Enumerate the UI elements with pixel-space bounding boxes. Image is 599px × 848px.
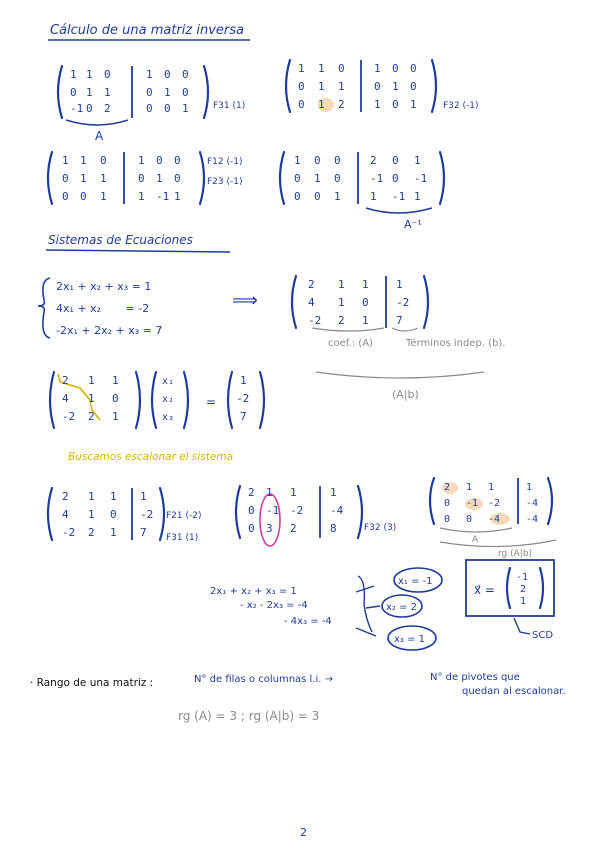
matrix-cell: 2: [308, 278, 315, 291]
matrix-cell: -1: [156, 190, 170, 203]
row-op: F23 (-1): [207, 177, 243, 187]
matrix-cell: 1: [526, 482, 533, 493]
matrix-cell: 0: [410, 62, 417, 75]
b-entry: 1: [240, 374, 247, 387]
matrix-cell: 1: [112, 410, 119, 423]
matrix-cell: 1: [80, 172, 87, 185]
matrix-cell: 0: [410, 80, 417, 93]
b-entry: 7: [240, 410, 247, 423]
matrix-cell: 1: [174, 190, 181, 203]
matrix-cell: -2: [290, 504, 304, 517]
matrix-cell: 1: [338, 278, 345, 291]
matrix-cell: 2: [104, 102, 111, 115]
matrix-cell: -2: [488, 498, 501, 509]
rank-label: rg (A|b): [498, 549, 533, 559]
matrix-cell: 0: [374, 80, 381, 93]
echelon-step3: [430, 478, 556, 559]
matrix-cell: 4: [62, 508, 69, 521]
matrix-cell: 1: [112, 374, 119, 387]
matrix-cell: 0: [248, 504, 255, 517]
matrix-cell: 7: [396, 314, 403, 327]
matrix-cell: 1: [110, 526, 117, 539]
equation-system: [38, 278, 162, 338]
matrix-cell: 1: [70, 68, 77, 81]
matrix-cell: -2: [62, 526, 76, 539]
matrix-cell: 0: [100, 154, 107, 167]
matrix-cell: 1: [104, 86, 111, 99]
matrix-cell: -4: [488, 514, 501, 525]
matrix-cell: 0: [334, 172, 341, 185]
matrix-cell: 1: [86, 68, 93, 81]
matrix-cell: 0: [138, 172, 145, 185]
matrix-cell: 1: [62, 154, 69, 167]
equation: 4x₁ + x₂ = -2: [56, 302, 150, 315]
matrix-cell: 1: [294, 154, 301, 167]
echelon-step2: [236, 486, 396, 546]
systems-underline: [46, 250, 230, 252]
matrix-cell: 0: [182, 86, 189, 99]
matrix-cell: 1: [396, 278, 403, 291]
solution-x3: x₃ = 1: [394, 634, 426, 645]
matrix-step2: [286, 60, 479, 112]
inverse-label: A⁻¹: [404, 218, 422, 231]
matrix-cell: 0: [164, 68, 171, 81]
matrix-cell: 1: [488, 482, 495, 493]
scd-label: SCD: [532, 630, 554, 641]
matrix-cell: -4: [526, 514, 539, 525]
matrix-cell: 1: [362, 314, 369, 327]
section-heading-escalonar: Buscamos escalonar el sistema: [68, 451, 234, 463]
matrix-cell: 1: [164, 86, 171, 99]
matrix-cell: -1: [392, 190, 406, 203]
matrix-cell: 1: [374, 98, 381, 111]
equation: 2x₁ + x₂ + x₃ = 1: [56, 280, 152, 293]
matrix-cell: 4: [308, 296, 315, 309]
row-op: F32 (3): [364, 523, 397, 533]
rank-title: · Rango de una matriz :: [30, 677, 154, 689]
matrix-cell: 1: [266, 486, 273, 499]
matrix-cell: 0: [392, 172, 399, 185]
row-op: F31 (1): [213, 101, 246, 111]
matrix-cell: 0: [362, 296, 369, 309]
matrix-cell: 0: [392, 62, 399, 75]
page-number: 2: [300, 826, 307, 839]
matrix-cell: 1: [338, 80, 345, 93]
matrix-cell: 0: [298, 98, 305, 111]
matrix-A-label: A: [95, 129, 104, 143]
matrix-cell: 0: [70, 86, 77, 99]
matrix-cell: -2: [308, 314, 322, 327]
matrix-cell: 1: [86, 86, 93, 99]
matrix-cell: 0: [314, 154, 321, 167]
rank-text: quedan al escalonar.: [462, 686, 566, 697]
matrix-cell: 0: [174, 154, 181, 167]
vector-label: x⃗ =: [474, 583, 495, 597]
matrix-cell: 1: [290, 486, 297, 499]
matrix-cell: 0: [146, 86, 153, 99]
matrix-cell: 0: [392, 154, 399, 167]
matrix-cell: 2: [62, 490, 69, 503]
matrix-cell: 1: [334, 190, 341, 203]
implies-arrow: ⟹: [232, 290, 258, 311]
matrix-cell: 0: [112, 392, 119, 405]
matrix-cell: 0: [110, 508, 117, 521]
row-op: F31 (1): [166, 533, 199, 543]
solution-x1: x₁ = -1: [398, 576, 433, 587]
equation: - x₂ - 2x₃ = -4: [240, 600, 308, 611]
augmented-matrix: [292, 276, 506, 401]
matrix-cell: 0: [174, 172, 181, 185]
matrix-cell: 1: [138, 190, 145, 203]
matrix-cell: -1: [266, 504, 280, 517]
matrix-cell: 1: [138, 154, 145, 167]
vector-entry: -1: [516, 572, 529, 583]
matrix-cell: 1: [314, 172, 321, 185]
matrix-cell: 0: [156, 154, 163, 167]
matrix-cell: 0: [62, 190, 69, 203]
matrix-cell: 1: [330, 486, 337, 499]
matrix-cell: -2: [62, 410, 76, 423]
var: x₂: [162, 394, 175, 405]
ab-label: (A|b): [392, 388, 419, 401]
matrix-cell: 1: [370, 190, 377, 203]
matrix-cell: 2: [88, 410, 95, 423]
matrix-cell: 1: [100, 190, 107, 203]
matrix-cell: 1: [466, 482, 473, 493]
var: x₃: [162, 412, 175, 423]
matrix-cell: 2: [338, 98, 345, 111]
matrix-cell: 0: [444, 498, 451, 509]
matrix-cell: 1: [318, 62, 325, 75]
matrix-cell: 0: [86, 102, 93, 115]
solution-x2: x₂ = 2: [386, 602, 418, 613]
matrix-cell: 2: [88, 526, 95, 539]
row-op: F32 (-1): [443, 101, 479, 111]
matrix-cell: -2: [140, 508, 154, 521]
equals-sign: =: [206, 395, 217, 409]
matrix-cell: 2: [290, 522, 297, 535]
page-title: Cálculo de una matriz inversa: [50, 23, 244, 38]
matrix-cell: 1: [100, 172, 107, 185]
under-A-label: A: [472, 535, 479, 545]
vector-entry: 2: [520, 584, 527, 595]
matrix-cell: 0: [294, 172, 301, 185]
matrix-step1: [58, 66, 245, 143]
matrix-cell: 1: [410, 98, 417, 111]
rank-result: rg (A) = 3 ; rg (A|b) = 3: [178, 709, 320, 723]
matrix-cell: 2: [444, 482, 451, 493]
matrix-cell: 1: [140, 490, 147, 503]
matrix-cell: 0: [314, 190, 321, 203]
equation: -2x₁ + 2x₂ + x₃ = 7: [56, 324, 163, 337]
matrix-cell: 7: [140, 526, 147, 539]
rank-text: N° de pivotes que: [430, 672, 520, 683]
equation: 2x₁ + x₂ + x₃ = 1: [210, 586, 297, 597]
matrix-cell: 1: [182, 102, 189, 115]
matrix-cell: 1: [318, 80, 325, 93]
matrix-cell: 1: [88, 374, 95, 387]
matrix-cell: 1: [414, 154, 421, 167]
matrix-cell: 4: [62, 392, 69, 405]
matrix-cell: 1: [362, 278, 369, 291]
matrix-cell: 1: [110, 490, 117, 503]
matrix-cell: 0: [182, 68, 189, 81]
matrix-cell: 1: [88, 508, 95, 521]
matrix-cell: 1: [414, 190, 421, 203]
matrix-cell: 0: [62, 172, 69, 185]
matrix-cell: 2: [248, 486, 255, 499]
matrix-cell: 2: [338, 314, 345, 327]
b-entry: -2: [236, 392, 250, 405]
matrix-cell: -1: [370, 172, 384, 185]
vector-entry: 1: [520, 596, 527, 607]
matrix-cell: 1: [88, 392, 95, 405]
matrix-cell: 1: [146, 68, 153, 81]
coef-label: coef.: (A): [328, 338, 373, 349]
matrix-cell: -1: [414, 172, 428, 185]
back-substitution: [210, 560, 554, 650]
matrix-cell: 8: [330, 522, 337, 535]
matrix-cell: 1: [80, 154, 87, 167]
matrix-cell: -1: [70, 102, 84, 115]
matrix-cell: -4: [330, 504, 344, 517]
matrix-cell: -1: [466, 498, 479, 509]
matrix-cell: 1: [338, 296, 345, 309]
equation: - 4x₃ = -4: [284, 616, 332, 627]
row-op: F21 (-2): [166, 511, 202, 521]
matrix-cell: -4: [526, 498, 539, 509]
matrix-cell: 0: [248, 522, 255, 535]
matrix-cell: 0: [444, 514, 451, 525]
rank-text: N° de filas o columnas l.i. →: [194, 674, 334, 685]
matrix-step4: [280, 152, 444, 231]
matrix-cell: 1: [318, 98, 325, 111]
matrix-cell: 1: [156, 172, 163, 185]
terms-label: Términos indep. (b).: [406, 338, 506, 349]
var: x₁: [162, 376, 175, 387]
matrix-cell: -2: [396, 296, 410, 309]
matrix-cell: 0: [338, 62, 345, 75]
matrix-cell: 0: [146, 102, 153, 115]
matrix-cell: 1: [298, 62, 305, 75]
matrix-cell: 1: [374, 62, 381, 75]
matrix-cell: 2: [62, 374, 69, 387]
matrix-cell: 0: [164, 102, 171, 115]
matrix-cell: 0: [298, 80, 305, 93]
matrix-step3: [48, 152, 243, 204]
matrix-form: [50, 372, 264, 428]
matrix-cell: 3: [266, 522, 273, 535]
matrix-cell: 0: [392, 98, 399, 111]
matrix-cell: 0: [294, 190, 301, 203]
matrix-cell: 2: [370, 154, 377, 167]
row-op: F12 (-1): [207, 157, 243, 167]
section-heading-systems: Sistemas de Ecuaciones: [48, 233, 193, 247]
rank-definition: [30, 672, 566, 723]
matrix-cell: 1: [392, 80, 399, 93]
matrix-cell: 0: [466, 514, 473, 525]
matrix-cell: 0: [334, 154, 341, 167]
matrix-cell: 0: [104, 68, 111, 81]
matrix-cell: 1: [88, 490, 95, 503]
echelon-step1: [48, 488, 202, 543]
matrix-cell: 0: [80, 190, 87, 203]
